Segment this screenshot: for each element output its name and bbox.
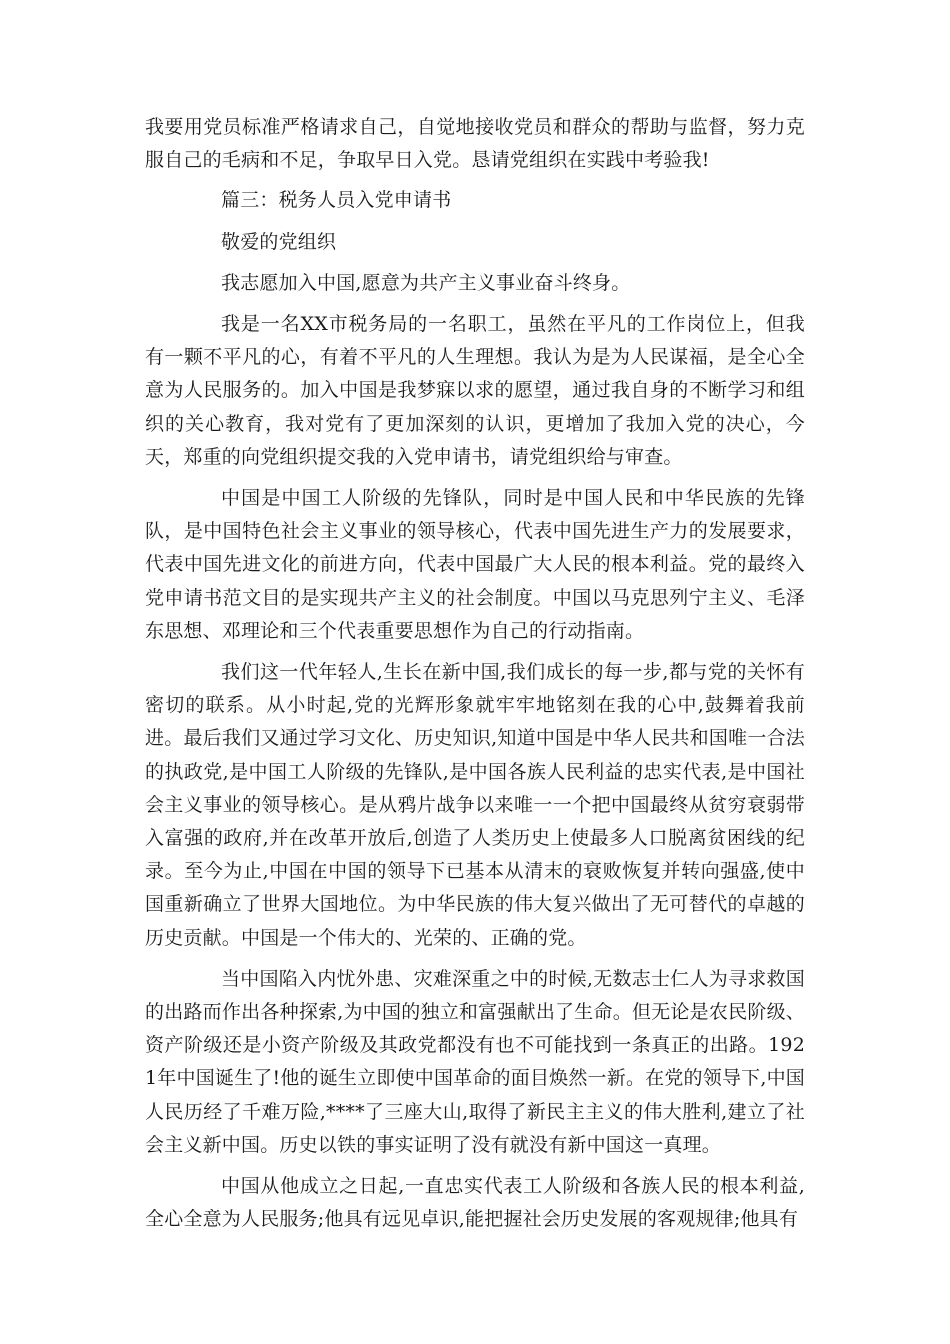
- paragraph-self-intro: 我是一名XX市税务局的一名职工，虽然在平凡的工作岗位上，但我有一颗不平凡的心，有着不平凡的人生理想。我认为是为人民谋福，是全心全意为人民服务的。加入中国是我梦寐以求的愿望，通过我自身的不断学习和组织的关心教育，我对党有了更加深刻的认识，更增加了我加入党的决心，今天，郑重的向党组织提交我的入党申请书，请党组织给与审查。: [145, 313, 805, 468]
- document-body: [145, 111, 805, 1245]
- paragraph-continuation: 我要用党员标准严格请求自己，自觉地接收党员和群众的帮助与监督，努力克服自己的毛病和不足，争取早日入党。恳请党组织在实践中考验我!: [145, 116, 805, 172]
- paragraph-founding: 中国从他成立之日起,一直忠实代表工人阶级和各族人民的根本利益,全心全意为人民服务;他具有远见卓识,能把握社会历史发展的客观规律;他具有: [145, 1175, 805, 1231]
- paragraph-party-nature: 中国是中国工人阶级的先锋队，同时是中国人民和中华民族的先锋队，是中国特色社会主义事业的领导核心，代表中国先进生产力的发展要求，代表中国先进文化的前进方向，代表中国最广大人民的根本利益。党的最终入党申请书范文目的是实现共产主义的社会制度。中国以马克思列宁主义、毛泽东思想、邓理论和三个代表重要思想作为自己的行动指南。: [145, 487, 805, 642]
- paragraph-history: 当中国陷入内忧外患、灾难深重之中的时候,无数志士仁人为寻求救国的出路而作出各种探索,为中国的独立和富强献出了生命。但无论是农民阶级、资产阶级还是小资产阶级及其政党都没有也不可能找到一条真正的出路。1921年中国诞生了!他的诞生立即使中国革命的面目焕然一新。在党的领导下,中国人民历经了千难万险,****了三座大山,取得了新民主主义的伟大胜利,建立了社会主义新中国。历史以铁的事实证明了没有就没有新中国这一真理。: [145, 967, 805, 1156]
- section-title: 篇三：税务人员入党申请书: [221, 189, 452, 212]
- salutation: 敬爱的党组织: [221, 230, 337, 253]
- paragraph-intent: 我志愿加入中国,愿意为共产主义事业奋斗终身。: [221, 271, 631, 294]
- paragraph-youth: 我们这一代年轻人,生长在新中国,我们成长的每一步,都与党的关怀有密切的联系。从小时起,党的光辉形象就牢牢地铭刻在我的心中,鼓舞着我前进。最后我们又通过学习文化、历史知识,知道中国是中华人民共和国唯一合法的执政党,是中国工人阶级的先锋队,是中国各族人民利益的忠实代表,是中国社会主义事业的领导核心。是从鸦片战争以来唯一一个把中国最终从贫穷衰弱带入富强的政府,并在改革开放后,创造了人类历史上使最多人口脱离贫困线的纪录。至今为止,中国在中国的领导下已基本从清末的衰败恢复并转向强盛,使中国重新确立了世界大国地位。为中华民族的伟大复兴做出了无可替代的卓越的历史贡献。中国是一个伟大的、光荣的、正确的党。: [145, 661, 805, 949]
